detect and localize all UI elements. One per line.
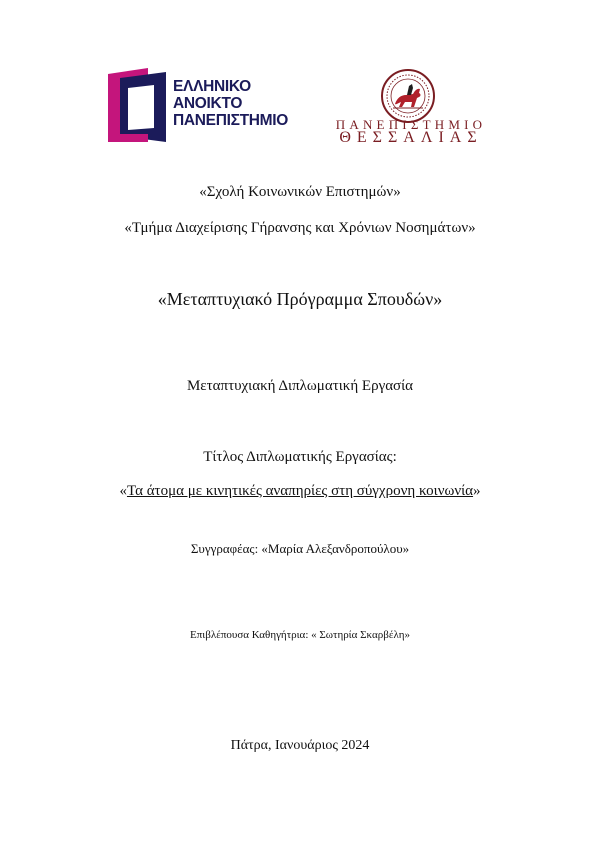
uth-logo-line-2: ΘΕΣΣΑΛΙΑΣ (339, 129, 483, 146)
thesis-title-label: Τίτλος Διπλωματικής Εργασίας: (203, 449, 397, 465)
eap-line-3: ΠΑΝΕΠΙΣΤΗΜΙΟ (173, 112, 289, 129)
eap-line-1: ΕΛΛΗΝΙΚΟ (173, 78, 251, 95)
department-name: «Τμήμα Διαχείρισης Γήρανσης και Χρόνιων Νοσημάτων» (124, 220, 476, 236)
title-close-quote: » (473, 483, 481, 499)
author: Συγγραφέας: «Μαρία Αλεξανδροπούλου» (190, 541, 410, 556)
eap-logo (108, 68, 288, 142)
eap-line-2: ΑΝΟΙΚΤΟ (173, 95, 243, 112)
eap-logo-mark (108, 68, 166, 142)
supervisor: Επιβλέπουσα Καθηγήτρια: « Σωτηρία Σκαρβέλη» (190, 629, 410, 641)
logo-header (0, 68, 600, 148)
uth-logo-line-1: ΠΑΝΕΠΙΣΤΗΜΙΟ (335, 117, 487, 132)
place-date: Πάτρα, Ιανουάριος 2024 (230, 738, 370, 753)
thesis-title-text: Τα άτομα με κινητικές αναπηρίες στη σύγχρονη κοινωνία (126, 483, 474, 499)
uth-logo (322, 68, 502, 148)
program-name: «Μεταπτυχιακό Πρόγραμμα Σπουδών» (157, 289, 443, 309)
school-name: «Σχολή Κοινωνικών Επιστημών» (199, 184, 401, 200)
title-open-quote: « (119, 483, 127, 499)
thesis-title (0, 483, 600, 500)
work-type: Μεταπτυχιακή Διπλωματική Εργασία (186, 378, 414, 394)
eap-logo-text (173, 78, 288, 129)
